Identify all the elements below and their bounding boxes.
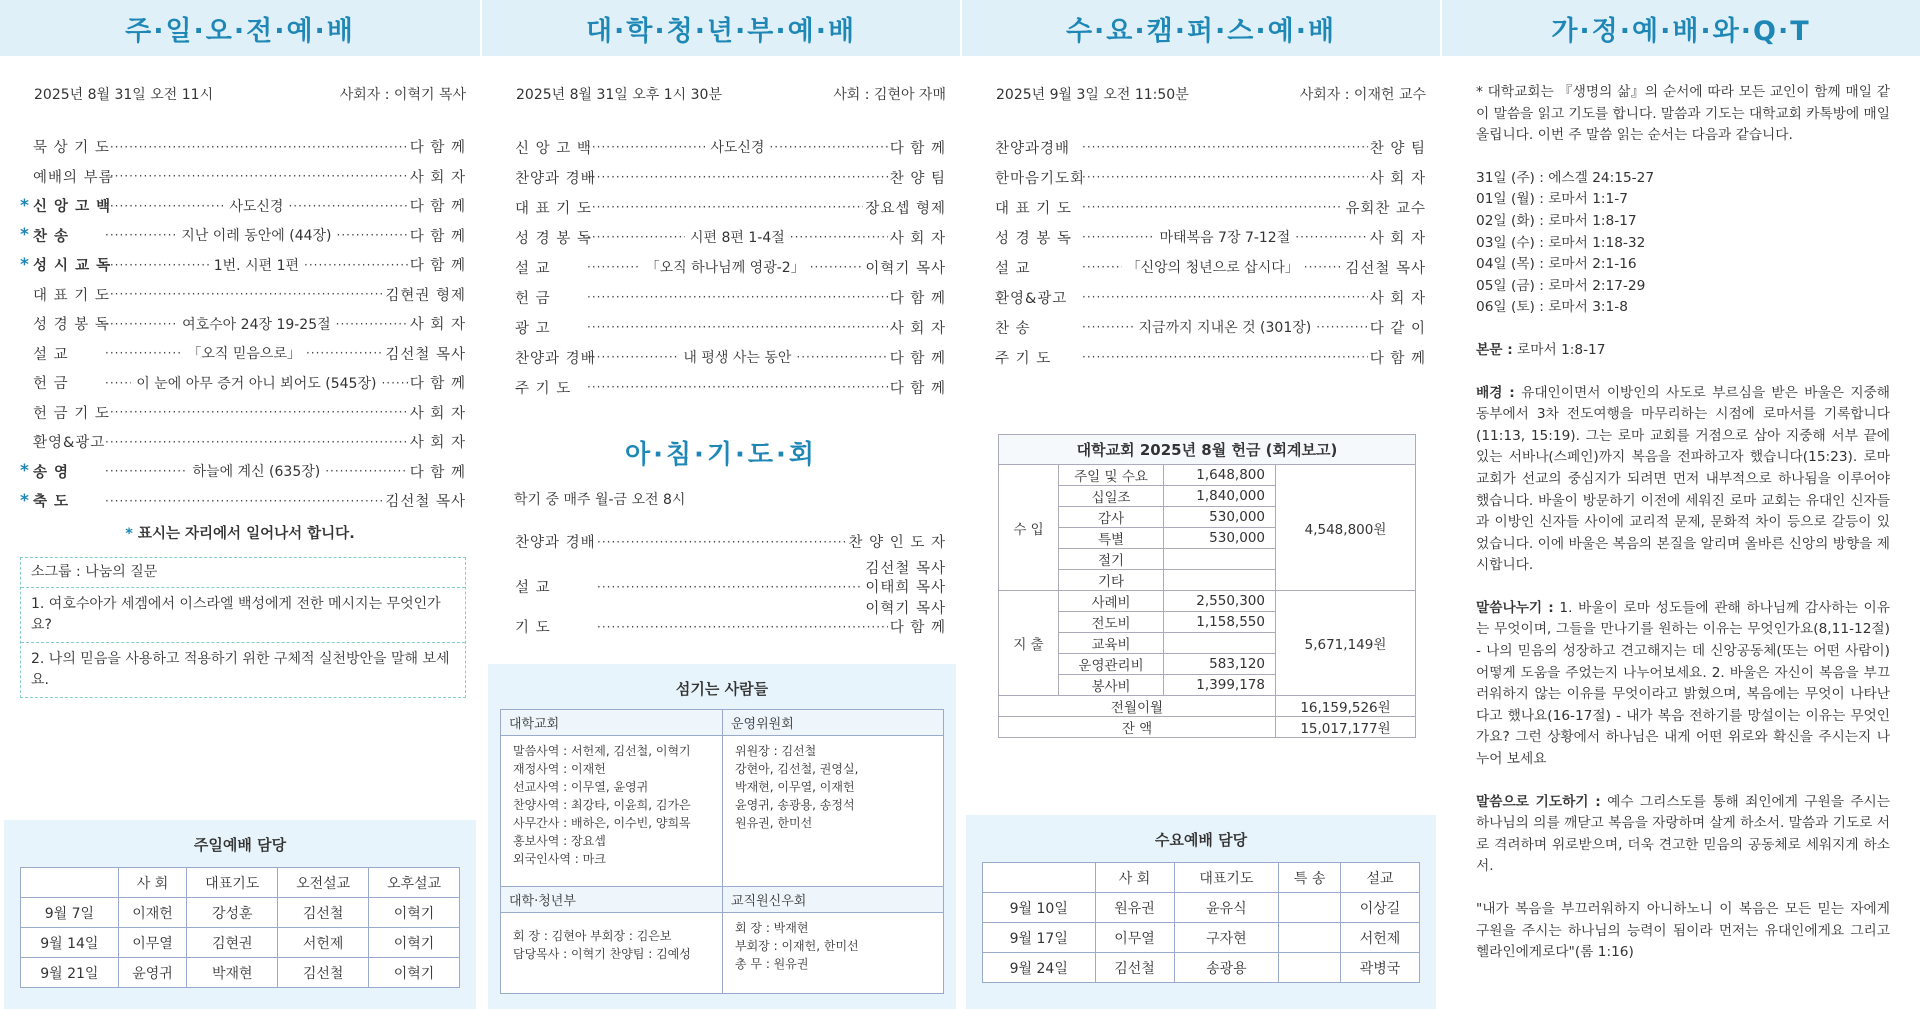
order-row — [502, 312, 946, 342]
order-row — [20, 457, 466, 487]
balance-label: 잔 액 — [999, 717, 1276, 738]
order-row — [982, 162, 1426, 192]
small-group-q1: 1. 여호수아가 세겜에서 이스라엘 백성에게 전한 메시지는 무엇인가요? — [21, 588, 465, 643]
morning-row-label: 설 교 — [515, 580, 551, 596]
qt-text-value: 로마서 1:8-17 — [1517, 341, 1606, 358]
wednesday-duty-panel — [966, 815, 1436, 1009]
table-cell: 서헌제 — [1340, 923, 1419, 953]
order-row — [20, 309, 466, 339]
servants-panel — [488, 664, 956, 1009]
table-row — [999, 717, 1416, 738]
morning-row-label: 기 도 — [515, 620, 551, 636]
table-header — [21, 868, 119, 898]
table-row — [983, 893, 1420, 923]
wednesday-date-line — [962, 84, 1440, 104]
order-person: 사 회 자 — [409, 317, 466, 334]
item-amount: 530,000 — [1164, 507, 1276, 528]
table-row — [999, 696, 1416, 717]
table-cell: 9월 24일 — [983, 953, 1096, 983]
youth-leader: 사회 : 김현아 자매 — [833, 87, 946, 103]
item-name: 기타 — [1059, 570, 1164, 591]
sunday-leader: 사회자 : 이혁기 목사 — [339, 87, 466, 103]
table-row — [983, 923, 1420, 953]
table-header: 사 회 — [118, 868, 187, 898]
table-cell: 9월 21일 — [21, 958, 119, 988]
wednesday-column — [962, 0, 1440, 1009]
servants-board: 위원장 : 김선철 강현아, 김선철, 권영실, 박재현, 이무열, 이재헌 윤영귀, 송광용, 송정석 원유권, 한미선 — [722, 736, 943, 886]
table-cell: 강성훈 — [187, 898, 278, 928]
order-detail: 지금까지 지내온 것 (301장) — [1138, 320, 1312, 336]
sunday-duty-title: 주일예배 담당 — [193, 836, 287, 854]
item-name: 절기 — [1059, 549, 1164, 570]
order-person: 사 회 자 — [1369, 290, 1426, 307]
order-row — [20, 486, 466, 516]
order-label: 송 영 — [33, 464, 70, 481]
morning-row — [502, 577, 946, 597]
order-row — [982, 252, 1426, 282]
order-label: 찬 송 — [33, 228, 70, 245]
item-name: 운영관리비 — [1059, 654, 1164, 675]
servants-youth: 회 장 : 김현아 부회장 : 김은보 담당목사 : 이혁기 찬양팀 : 김예성 — [513, 929, 691, 961]
order-person: 김현권 형제 — [385, 287, 466, 304]
order-detail: 「오직 믿음으로」 — [187, 346, 301, 363]
small-group-head: 소그룹 : 나눔의 질문 — [21, 558, 465, 588]
order-detail: 사도신경 — [229, 198, 284, 215]
youth-column — [482, 0, 960, 1009]
small-group-box — [20, 557, 466, 698]
star-icon: * — [125, 525, 133, 542]
order-person: 다 함 께 — [889, 380, 946, 397]
morning-prayer-time: 학기 중 매주 월-금 오전 8시 — [514, 492, 686, 508]
table-header: 특 송 — [1279, 863, 1341, 893]
order-person: 사 회 자 — [409, 405, 466, 422]
item-amount: 1,648,800 — [1164, 465, 1276, 486]
item-amount — [1164, 549, 1276, 570]
table-row — [21, 898, 460, 928]
order-label: 묵 상 기 도 — [33, 140, 110, 157]
table-cell: 이혁기 — [369, 928, 460, 958]
carryover-label: 전월이월 — [999, 696, 1276, 717]
wednesday-duty-table — [982, 862, 1420, 983]
order-label: 성 경 봉 독 — [515, 230, 592, 247]
table-cell: 이무열 — [118, 928, 187, 958]
order-detail: 「오직 하나님께 영광-2」 — [645, 260, 805, 276]
order-label: 축 도 — [33, 494, 70, 511]
table-header: 오후설교 — [369, 868, 460, 898]
qt-quote: "내가 복음을 부끄러워하지 아니하노니 이 복음은 모든 믿는 자에게 구원을 주시는 하나님의 능력이 됨이라 먼저는 유대인에게요 그리고 헬라인에게로다"(롬 1:16) — [1476, 901, 1890, 961]
qt-background-label: 배경 : — [1476, 384, 1515, 401]
morning-row-right: 이태희 목사 — [865, 580, 946, 596]
item-amount: 1,158,550 — [1164, 612, 1276, 633]
morning-row-top: 김선철 목사 — [865, 560, 946, 577]
morning-prayer-title: 아·침·기·도·회 — [624, 440, 818, 470]
order-row — [20, 368, 466, 398]
qt-background — [1476, 383, 1890, 577]
sunday-date: 2025년 8월 31일 오전 11시 — [34, 87, 214, 103]
order-row — [982, 312, 1426, 342]
order-person: 다 함 께 — [409, 464, 466, 481]
item-name: 전도비 — [1059, 612, 1164, 633]
order-row — [20, 398, 466, 428]
order-person: 다 함 께 — [889, 350, 946, 367]
qt-body — [1442, 56, 1920, 964]
table-cell: 원유권 — [1095, 893, 1174, 923]
order-row — [982, 192, 1426, 222]
order-person: 찬 양 팀 — [1369, 140, 1426, 157]
order-row — [20, 132, 466, 162]
order-person: 다 함 께 — [409, 258, 466, 275]
table-cell: 김선철 — [1095, 953, 1174, 983]
order-detail: 시편 8편 1-4절 — [689, 230, 785, 246]
star-icon: * — [20, 461, 29, 482]
order-person: 다 함 께 — [1369, 350, 1426, 367]
order-label: 설 교 — [995, 260, 1031, 277]
wednesday-duty-title: 수요예배 담당 — [1154, 831, 1248, 849]
qt-background-text: 유대인이면서 이방인의 사도로 부르심을 받은 바울은 지중해 동부에서 3차 전도여행을 마무리하는 시점에 로마서를 기록합니다(11:13, 15:19). 그는 로마 교회를 거점으로 삼아 지중해 서부 끝에 있는 서바나(스페인)까지 복음을 전파하고자 했습니다(15:23). 로마 교회가 선교의 중심지가 되려면 먼저 내부적으로 하나됨을 이루어야 했습니다. 바울이 방문하기 이전에 세워진 로마 교회는 유대인 신자들과 이방인 신자들 사이에 교리적 문제, 문화적 차이 등으로 갈등이 있었습니다. 이에 바울은 복음의 본질을 알리며 올바른 신앙의 방향을 제시합니다. — [1476, 384, 1890, 574]
sunday-duty-panel — [4, 820, 476, 1009]
servants-title: 섬기는 사람들 — [675, 680, 769, 698]
table-cell: 김선철 — [278, 898, 369, 928]
wednesday-date: 2025년 9월 3일 오전 11:50분 — [996, 87, 1189, 103]
qt-text — [1476, 340, 1890, 362]
order-row — [502, 282, 946, 312]
order-label: 주 기 도 — [995, 350, 1052, 367]
table-cell — [1279, 953, 1341, 983]
wednesday-order-list — [962, 132, 1440, 372]
qt-title: 가·정·예·배·와·Q·T — [1442, 0, 1920, 56]
reading-day: 05일 (금) : 로마서 2:17-29 — [1476, 277, 1646, 294]
table-header: 오전설교 — [278, 868, 369, 898]
order-label: 헌 금 기 도 — [33, 405, 110, 422]
standing-note — [0, 522, 480, 543]
order-person: 김선철 목사 — [385, 494, 466, 511]
order-row — [20, 250, 466, 280]
order-label: 대 표 기 도 — [33, 287, 110, 304]
order-detail: 하늘에 계신 (635장) — [192, 464, 321, 481]
item-name: 사례비 — [1059, 591, 1164, 612]
morning-row-right: 찬 양 인 도 자 — [848, 535, 946, 552]
order-label: 설 교 — [33, 346, 69, 363]
order-detail: 마태복음 7장 7-12절 — [1159, 230, 1291, 246]
order-person: 유회찬 교수 — [1345, 200, 1426, 217]
table-cell: 서헌제 — [278, 928, 369, 958]
star-icon: * — [20, 225, 29, 246]
table-cell: 이혁기 — [369, 958, 460, 988]
table-header — [983, 863, 1096, 893]
order-label: 찬양과 경배 — [515, 170, 596, 187]
table-cell: 9월 14일 — [21, 928, 119, 958]
item-name: 특별 — [1059, 528, 1164, 549]
order-person: 사 회 자 — [1369, 230, 1426, 247]
order-label: 찬양과 경배 — [515, 350, 596, 367]
order-label: 한마음기도회 — [995, 170, 1086, 187]
table-cell: 이재헌 — [118, 898, 187, 928]
order-person: 다 함 께 — [409, 228, 466, 245]
sunday-order-list — [0, 132, 480, 516]
order-row — [502, 192, 946, 222]
sunday-date-line — [0, 84, 480, 104]
order-row — [20, 162, 466, 192]
table-header: 대표기도 — [187, 868, 278, 898]
order-label: 환영&광고 — [995, 290, 1068, 307]
item-name: 교육비 — [1059, 633, 1164, 654]
expense-label: 지 출 — [999, 591, 1059, 696]
order-row — [982, 132, 1426, 162]
order-person: 사 회 자 — [889, 230, 946, 247]
order-person: 김선철 목사 — [1345, 260, 1426, 277]
table-cell: 박재현 — [187, 958, 278, 988]
order-label: 주 기 도 — [515, 380, 572, 397]
servants-youth-head: 대학·청년부 — [501, 886, 722, 913]
morning-row-label: 찬양과 경배 — [515, 535, 596, 552]
order-row — [502, 342, 946, 372]
reading-day: 06일 (토) : 로마서 3:1-8 — [1476, 299, 1628, 316]
order-label: 대 표 기 도 — [995, 200, 1072, 217]
table-row — [983, 953, 1420, 983]
table-cell: 김현권 — [187, 928, 278, 958]
sunday-morning-title: 주·일·오·전·예·배 — [0, 0, 480, 56]
item-amount: 1,399,178 — [1164, 675, 1276, 696]
item-amount — [1164, 570, 1276, 591]
order-label: 찬양과경배 — [995, 140, 1071, 157]
table-cell — [1279, 923, 1341, 953]
youth-title: 대·학·청·년·부·예·배 — [482, 0, 960, 56]
reading-day: 01일 (월) : 로마서 1:1-7 — [1476, 191, 1628, 208]
servants-uni-head: 대학교회 — [501, 710, 722, 736]
order-detail: 「신앙의 청년으로 삽시다」 — [1126, 260, 1299, 276]
qt-prayer-text: 예수 그리스도를 통해 죄인에게 구원을 주시는 하나님의 의를 깨닫고 복음을 자랑하며 살게 하소서. 말씀과 기도로 서로 격려하며 위로받으며, 더욱 견고한 믿음의 공동체로 세워지게 하소서. — [1476, 793, 1890, 875]
order-person: 다 함 께 — [889, 140, 946, 157]
item-amount: 583,120 — [1164, 654, 1276, 675]
morning-row-right: 다 함 께 — [889, 620, 946, 636]
table-header: 대표기도 — [1174, 863, 1279, 893]
order-row — [982, 282, 1426, 312]
table-cell: 9월 17일 — [983, 923, 1096, 953]
star-icon: * — [20, 254, 29, 275]
order-row — [502, 132, 946, 162]
order-label: 헌 금 — [33, 376, 69, 393]
order-detail: 여호수아 24장 19-25절 — [182, 316, 331, 333]
order-label: 예배의 부름 — [33, 169, 114, 186]
table-row — [999, 591, 1416, 612]
servants-uni: 말씀사역 : 서헌제, 김선철, 이혁기 재정사역 : 이재헌 선교사역 : 이무열, 윤영귀 찬양사역 : 최강타, 이윤희, 김가은 사무간사 : 배하은, 이수빈, 양희목 홍보사역 : 장요셉 외국인사역 : 마크 — [513, 744, 691, 866]
order-person: 다 함 께 — [409, 376, 466, 393]
qt-text-label: 본문 : — [1476, 341, 1513, 358]
table-cell: 9월 7일 — [21, 898, 119, 928]
reading-day: 03일 (수) : 로마서 1:18-32 — [1476, 234, 1646, 251]
item-amount — [1164, 633, 1276, 654]
order-label: 성 경 봉 독 — [33, 317, 110, 334]
order-label: 찬 송 — [995, 320, 1031, 337]
order-person: 다 함 께 — [409, 199, 466, 216]
order-person: 이혁기 목사 — [865, 260, 946, 277]
expense-total: 5,671,149원 — [1276, 591, 1416, 696]
order-detail: 지난 이레 동안에 (44장) — [181, 228, 332, 245]
order-row — [502, 222, 946, 252]
order-label: 설 교 — [515, 260, 551, 277]
youth-order-list — [482, 132, 960, 402]
servants-grid — [500, 709, 944, 994]
table-cell: 9월 10일 — [983, 893, 1096, 923]
table-cell: 윤영귀 — [118, 958, 187, 988]
order-row — [502, 252, 946, 282]
table-cell: 이혁기 — [369, 898, 460, 928]
order-detail: 내 평생 사는 동안 — [683, 350, 792, 366]
item-name: 주일 및 수요 — [1059, 465, 1164, 486]
order-row — [502, 372, 946, 402]
order-detail: 1번. 시편 1편 — [213, 257, 300, 274]
table-header: 사 회 — [1095, 863, 1174, 893]
item-amount: 530,000 — [1164, 528, 1276, 549]
order-label: 환영&광고 — [33, 435, 106, 452]
reading-day: 04일 (목) : 로마서 2:1-16 — [1476, 256, 1637, 273]
qt-prayer-label: 말씀으로 기도하기 : — [1476, 793, 1601, 810]
order-person: 김선철 목사 — [385, 346, 466, 363]
item-amount: 2,550,300 — [1164, 591, 1276, 612]
table-row — [999, 465, 1416, 486]
order-row — [982, 342, 1426, 372]
morning-row — [502, 527, 946, 557]
table-cell: 송광용 — [1174, 953, 1279, 983]
table-cell: 이상길 — [1340, 893, 1419, 923]
youth-date: 2025년 8월 31일 오후 1시 30분 — [516, 87, 722, 103]
order-detail: 이 눈에 아무 증거 아니 뵈어도 (545장) — [136, 375, 377, 392]
order-person: 다 함 께 — [889, 290, 946, 307]
standing-note-text: 표시는 자리에서 일어나서 합니다. — [137, 525, 355, 542]
sunday-morning-column — [0, 0, 480, 1009]
order-label: 신 앙 고 백 — [33, 199, 112, 216]
sunday-duty-table — [20, 867, 460, 988]
order-row — [20, 339, 466, 369]
wednesday-title: 수·요·캠·퍼·스·예·배 — [962, 0, 1440, 56]
order-label: 광 고 — [515, 320, 551, 337]
order-person: 사 회 자 — [889, 320, 946, 337]
order-row — [20, 427, 466, 457]
income-label: 수 입 — [999, 465, 1059, 591]
order-row — [20, 280, 466, 310]
table-cell: 구자현 — [1174, 923, 1279, 953]
qt-prayer — [1476, 792, 1890, 878]
table-header: 설교 — [1340, 863, 1419, 893]
servants-board-head: 운영위원회 — [722, 710, 943, 736]
income-total: 4,548,800원 — [1276, 465, 1416, 591]
offering-report-title: 대학교회 2025년 8월 헌금 (회계보고) — [998, 434, 1416, 464]
qt-column — [1442, 0, 1920, 1009]
qt-intro: * 대학교회는 『생명의 삶』의 순서에 따라 모든 교인이 함께 매일 같이 말씀을 읽고 기도를 합니다. 말씀과 기도는 대학교회 카톡방에 매일 올립니다. 이번 주 말씀 읽는 순서는 다음과 같습니다. — [1476, 84, 1890, 144]
order-person: 사 회 자 — [1369, 170, 1426, 187]
balance-amount: 15,017,177원 — [1276, 717, 1416, 738]
carryover-amount: 16,159,526원 — [1276, 696, 1416, 717]
reading-day: 31일 (주) : 에스겔 24:15-27 — [1476, 169, 1655, 186]
order-label: 헌 금 — [515, 290, 551, 307]
table-row — [21, 928, 460, 958]
order-person: 사 회 자 — [409, 169, 466, 186]
morning-row — [502, 617, 946, 637]
item-amount: 1,840,000 — [1164, 486, 1276, 507]
item-name: 십일조 — [1059, 486, 1164, 507]
order-row — [20, 191, 466, 221]
table-cell: 김선철 — [278, 958, 369, 988]
table-cell: 곽병국 — [1340, 953, 1419, 983]
table-cell: 이무열 — [1095, 923, 1174, 953]
table-header-row — [983, 863, 1420, 893]
star-icon: * — [20, 490, 29, 511]
table-cell — [1279, 893, 1341, 923]
qt-sharing — [1476, 598, 1890, 771]
order-label: 성 시 교 독 — [33, 258, 112, 275]
table-header-row — [21, 868, 460, 898]
order-label: 성 경 봉 독 — [995, 230, 1072, 247]
qt-sharing-label: 말씀나누기 : — [1476, 599, 1554, 616]
item-name: 감사 — [1059, 507, 1164, 528]
order-row — [502, 162, 946, 192]
order-person: 다 함 께 — [409, 140, 466, 157]
qt-reading-schedule — [1476, 168, 1890, 319]
order-label: 신 앙 고 백 — [515, 140, 592, 157]
qt-sharing-text: 1. 바울이 로마 성도들에 관해 하나님께 감사하는 이유는 무엇이며, 그들을 만나기를 원하는 이유는 무엇인가요(8,11-12절) - 나의 믿음의 성장하고 견고해지는 데 신앙공동체(또는 어떤 사람이) 어떻게 도움을 주었는지 나누어보세요. 2. 바울은 자신이 복음을 부끄러워하지 않는 이유를 무엇이라고 밝혔으며, 복음에는 무엇이 나타난다고 했나요(16-17절) - 내가 복음 전하기를 망설이는 이유는 무엇인가요? 그런 상황에서 하나님은 내게 어떤 위로와 확신을 주시는지 나누어 보세요 — [1476, 599, 1890, 768]
morning-row-top: 이혁기 목사 — [865, 600, 946, 617]
order-detail: 사도신경 — [710, 140, 765, 156]
morning-prayer-list — [482, 527, 960, 637]
youth-date-line — [482, 84, 960, 104]
table-cell: 윤유식 — [1174, 893, 1279, 923]
servants-staff-head: 교직원신우회 — [722, 886, 943, 913]
order-row — [20, 221, 466, 251]
item-name: 봉사비 — [1059, 675, 1164, 696]
order-person: 사 회 자 — [409, 435, 466, 452]
star-icon: * — [20, 195, 29, 216]
order-label: 대 표 기 도 — [515, 200, 592, 217]
order-person: 찬 양 팀 — [889, 170, 946, 187]
servants-staff: 회 장 : 박재현 부회장 : 이재헌, 한미선 총 무 : 원유권 — [722, 913, 943, 993]
order-row — [982, 222, 1426, 252]
table-row — [21, 958, 460, 988]
offering-report-table — [998, 434, 1416, 738]
wednesday-leader: 사회자 : 이재헌 교수 — [1299, 87, 1426, 103]
small-group-q2: 2. 나의 믿음을 사용하고 적용하기 위한 구체적 실천방안을 말해 보세요. — [31, 650, 450, 688]
order-person: 장요셉 형제 — [865, 200, 946, 217]
order-person: 다 같 이 — [1369, 320, 1426, 337]
reading-day: 02일 (화) : 로마서 1:8-17 — [1476, 212, 1637, 229]
